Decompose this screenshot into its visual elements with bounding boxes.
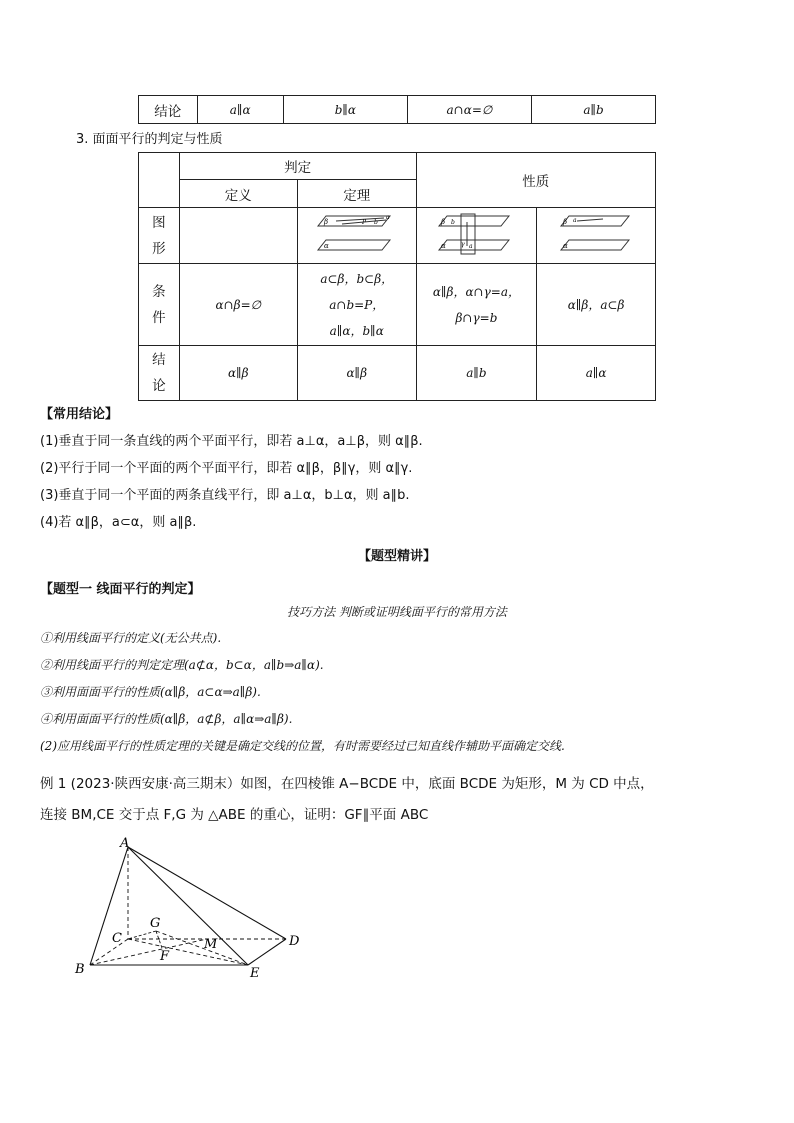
method-item: ④利用面面平行的性质(α∥β，a⊄β，a∥α⇒a∥β).	[40, 712, 293, 726]
cond-theorem: a⊂β，b⊂β， a∩b=P， a∥α，b∥α	[297, 264, 416, 346]
types-heading: 【题型精讲】	[357, 549, 436, 564]
point-label-E: E	[250, 966, 260, 981]
method-item: ①利用线面平行的定义(无公共点).	[40, 631, 222, 645]
fig-label-b: b	[373, 218, 378, 226]
cond-property-2: α∥β，a⊂β	[537, 264, 656, 346]
plane-parallel-table	[138, 152, 656, 401]
common-conclusion-item: (4)若 α∥β，a⊂α，则 a∥β.	[40, 515, 197, 530]
svg-text:γ: γ	[461, 240, 466, 248]
parallel-planes-theorem-icon	[312, 212, 402, 256]
top-table-label: 结论	[139, 96, 198, 124]
point-label-D: D	[289, 934, 300, 949]
point-label-G: G	[150, 916, 161, 931]
pyramid-figure	[70, 835, 320, 985]
figure-theorem	[297, 208, 416, 264]
technique-title: 技巧方法 判断或证明线面平行的常用方法	[287, 605, 507, 619]
row-label-figure: 图 形	[139, 208, 180, 264]
top-table-cell: a∥α	[197, 96, 283, 124]
concl-definition: α∥β	[179, 346, 297, 401]
common-conclusion-item: (1)垂直于同一条直线的两个平面平行，即若 a⊥α，a⊥β，则 α∥β.	[40, 434, 423, 449]
svg-text:a: a	[469, 242, 473, 250]
svg-text:a: a	[573, 216, 577, 224]
point-label-M: M	[204, 937, 218, 952]
type-1-title: 【题型一 线面平行的判定】	[40, 582, 201, 597]
svg-text:α: α	[441, 241, 447, 250]
svg-text:β: β	[563, 217, 568, 226]
example-line-1: 例 1 (2023·陕西安康·高三期末）如图，在四棱锥 A−BCDE 中，底面 BCDE 为矩形，M 为 CD 中点，	[40, 776, 654, 792]
header-property: 性质	[416, 153, 655, 208]
method-item: (2)应用线面平行的性质定理的关键是确定交线的位置，有时需要经过已知直线作辅助平面确定交线.	[40, 739, 565, 753]
method-item: ②利用线面平行的判定定理(a⊄α，b⊂α，a∥b⇒a∥α).	[40, 658, 324, 672]
common-conclusions-title: 【常用结论】	[40, 407, 119, 422]
common-conclusion-item: (3)垂直于同一个平面的两条直线平行，即 a⊥α，b⊥α，则 a∥b.	[40, 488, 410, 503]
header-judge: 判定	[179, 153, 416, 180]
svg-text:α: α	[563, 241, 568, 250]
cond-property-1: α∥β，α∩γ=a， β∩γ=b	[416, 264, 537, 346]
point-label-B: B	[75, 962, 85, 977]
section-3-title: 3. 面面平行的判定与性质	[76, 132, 223, 147]
fig-label-a: a	[385, 213, 390, 221]
parallel-planes-property2-icon	[551, 212, 641, 256]
figure-property-2	[537, 208, 656, 264]
top-table-cell: a∥b	[532, 96, 656, 124]
top-table-cell: b∥α	[283, 96, 407, 124]
concl-property-2: a∥α	[537, 346, 656, 401]
concl-theorem: α∥β	[297, 346, 416, 401]
method-item: ③利用面面平行的性质(α∥β，a⊂α⇒a∥β).	[40, 685, 261, 699]
fig-label-beta: β	[323, 217, 328, 226]
corner-cell	[139, 153, 180, 208]
figure-property-1	[416, 208, 537, 264]
common-conclusion-item: (2)平行于同一个平面的两个平面平行，即若 α∥β，β∥γ，则 α∥γ.	[40, 461, 413, 476]
top-table-cell: a∩α=∅	[407, 96, 531, 124]
parallel-planes-property1-icon	[431, 212, 521, 256]
fig-label-p: P	[361, 218, 366, 226]
svg-text:β: β	[441, 217, 446, 226]
concl-property-1: a∥b	[416, 346, 537, 401]
header-theorem: 定理	[297, 180, 416, 208]
row-label-conclusion: 结 论	[139, 346, 180, 401]
point-label-C: C	[112, 931, 122, 946]
point-label-A: A	[120, 836, 130, 851]
svg-text:b: b	[451, 218, 456, 226]
row-label-condition: 条 件	[139, 264, 180, 346]
example-line-2: 连接 BM,CE 交于点 F,G 为 △ABE 的重心，证明：GF∥平面 ABC	[40, 807, 429, 823]
fig-label-alpha: α	[323, 241, 329, 250]
header-definition: 定义	[179, 180, 297, 208]
top-table	[138, 95, 656, 124]
figure-definition	[179, 208, 297, 264]
point-label-F: F	[160, 949, 170, 964]
cond-definition: α∩β=∅	[179, 264, 297, 346]
